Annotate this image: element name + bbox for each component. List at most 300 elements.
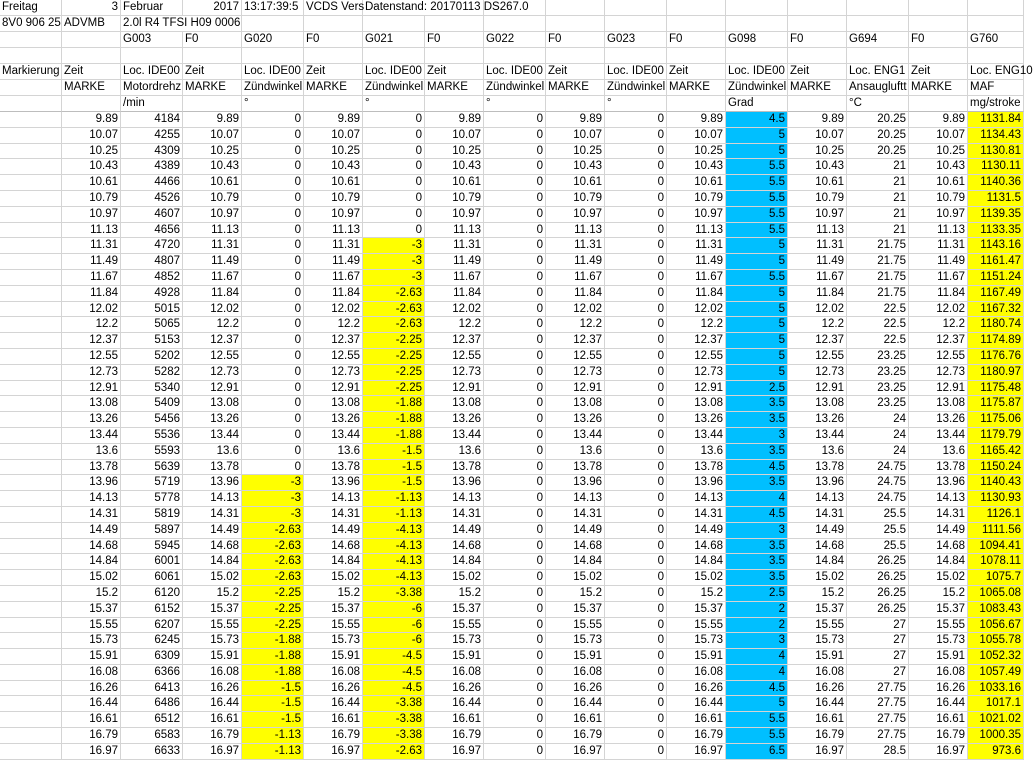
data-cell[interactable]: 12.2 — [667, 317, 726, 333]
header-cell[interactable] — [788, 16, 847, 32]
data-cell[interactable]: 13.26 — [788, 412, 847, 428]
data-cell[interactable]: 16.79 — [425, 728, 484, 744]
header-cell[interactable] — [847, 48, 909, 64]
data-cell[interactable]: -4.13 — [363, 523, 425, 539]
data-cell[interactable]: 11.67 — [304, 270, 363, 286]
data-cell[interactable]: 11.49 — [788, 254, 847, 270]
data-cell[interactable]: 13.44 — [425, 428, 484, 444]
header-cell[interactable] — [62, 32, 121, 48]
data-cell[interactable]: 0 — [242, 444, 304, 460]
data-cell[interactable]: 0 — [605, 302, 667, 318]
data-cell[interactable]: -2.63 — [242, 539, 304, 555]
data-cell[interactable]: 0 — [484, 554, 546, 570]
data-cell[interactable]: -2.25 — [363, 333, 425, 349]
data-cell[interactable]: -2.25 — [363, 381, 425, 397]
data-cell[interactable]: 0 — [242, 128, 304, 144]
data-cell[interactable]: -2.63 — [363, 317, 425, 333]
data-cell[interactable]: 14.13 — [667, 491, 726, 507]
data-cell[interactable]: 3.5 — [726, 444, 788, 460]
data-cell[interactable] — [0, 460, 62, 476]
data-cell[interactable]: 15.91 — [62, 649, 121, 665]
data-cell[interactable]: 16.79 — [909, 728, 968, 744]
data-cell[interactable]: 3 — [726, 428, 788, 444]
data-cell[interactable]: 5719 — [121, 475, 183, 491]
data-cell[interactable]: 12.2 — [304, 317, 363, 333]
data-cell[interactable]: 10.61 — [62, 175, 121, 191]
header-cell[interactable] — [62, 96, 121, 112]
header-cell[interactable] — [242, 48, 304, 64]
data-cell[interactable]: 12.73 — [788, 365, 847, 381]
data-cell[interactable]: 24 — [847, 428, 909, 444]
header-cell[interactable]: mg/stroke — [968, 96, 1024, 112]
data-cell[interactable]: 16.44 — [546, 696, 605, 712]
data-cell[interactable]: 2 — [726, 602, 788, 618]
data-cell[interactable] — [0, 238, 62, 254]
header-cell[interactable] — [242, 16, 304, 32]
data-cell[interactable]: 1175.06 — [968, 412, 1024, 428]
data-cell[interactable]: 6120 — [121, 586, 183, 602]
data-cell[interactable]: 0 — [484, 144, 546, 160]
header-cell[interactable] — [0, 48, 62, 64]
data-cell[interactable]: 10.97 — [788, 207, 847, 223]
data-cell[interactable]: 14.49 — [304, 523, 363, 539]
data-cell[interactable]: 13.26 — [62, 412, 121, 428]
data-cell[interactable]: 11.49 — [909, 254, 968, 270]
data-cell[interactable]: 5.5 — [726, 728, 788, 744]
data-cell[interactable]: 21 — [847, 191, 909, 207]
data-cell[interactable]: 11.13 — [183, 223, 242, 239]
data-cell[interactable]: 0 — [484, 333, 546, 349]
data-cell[interactable]: 10.61 — [788, 175, 847, 191]
data-cell[interactable]: 12.2 — [546, 317, 605, 333]
data-cell[interactable]: 24.75 — [847, 491, 909, 507]
data-cell[interactable]: 0 — [605, 523, 667, 539]
data-cell[interactable] — [0, 475, 62, 491]
data-cell[interactable]: 1150.24 — [968, 460, 1024, 476]
data-cell[interactable]: 5.5 — [726, 207, 788, 223]
data-cell[interactable]: 10.07 — [909, 128, 968, 144]
data-cell[interactable]: 11.84 — [788, 286, 847, 302]
data-cell[interactable]: 12.02 — [62, 302, 121, 318]
data-cell[interactable]: 0 — [242, 428, 304, 444]
data-cell[interactable]: -1.88 — [363, 396, 425, 412]
data-cell[interactable]: 13.08 — [425, 396, 484, 412]
data-cell[interactable]: 15.73 — [788, 633, 847, 649]
data-cell[interactable]: 6486 — [121, 696, 183, 712]
data-cell[interactable]: 0 — [484, 175, 546, 191]
data-cell[interactable]: -3.38 — [363, 586, 425, 602]
header-cell[interactable]: Ansaugluftt — [847, 80, 909, 96]
data-cell[interactable]: 21 — [847, 207, 909, 223]
data-cell[interactable]: 14.84 — [667, 554, 726, 570]
data-cell[interactable]: 0 — [484, 507, 546, 523]
data-cell[interactable] — [0, 223, 62, 239]
data-cell[interactable]: 13.6 — [788, 444, 847, 460]
data-cell[interactable]: 12.2 — [183, 317, 242, 333]
data-cell[interactable]: 15.37 — [183, 602, 242, 618]
data-cell[interactable]: 5 — [726, 349, 788, 365]
data-cell[interactable]: 28.5 — [847, 744, 909, 760]
data-cell[interactable]: 0 — [484, 428, 546, 444]
data-cell[interactable]: 6207 — [121, 618, 183, 634]
data-cell[interactable]: 13.44 — [788, 428, 847, 444]
data-cell[interactable]: -2.25 — [363, 365, 425, 381]
header-cell[interactable]: F0 — [909, 32, 968, 48]
data-cell[interactable]: 13.08 — [546, 396, 605, 412]
data-cell[interactable]: 0 — [242, 175, 304, 191]
header-cell[interactable] — [546, 96, 605, 112]
header-cell[interactable]: Loc. IDE00 — [726, 64, 788, 80]
data-cell[interactable]: 10.79 — [304, 191, 363, 207]
data-cell[interactable]: 0 — [242, 460, 304, 476]
header-cell[interactable] — [546, 16, 605, 32]
header-cell[interactable] — [484, 0, 546, 16]
data-cell[interactable]: 1143.16 — [968, 238, 1024, 254]
data-cell[interactable]: 5153 — [121, 333, 183, 349]
data-cell[interactable]: 10.07 — [425, 128, 484, 144]
data-cell[interactable]: 12.91 — [667, 381, 726, 397]
data-cell[interactable]: 14.31 — [425, 507, 484, 523]
data-cell[interactable]: 4389 — [121, 159, 183, 175]
header-cell[interactable]: G023 — [605, 32, 667, 48]
data-cell[interactable]: 16.44 — [667, 696, 726, 712]
data-cell[interactable] — [0, 365, 62, 381]
data-cell[interactable]: 0 — [605, 618, 667, 634]
header-cell[interactable]: MARKE — [304, 80, 363, 96]
data-cell[interactable]: 13.78 — [788, 460, 847, 476]
header-cell[interactable]: Zündwinkel — [242, 80, 304, 96]
data-cell[interactable]: 1161.47 — [968, 254, 1024, 270]
data-cell[interactable]: 0 — [605, 270, 667, 286]
data-cell[interactable] — [0, 428, 62, 444]
data-cell[interactable]: 13.26 — [183, 412, 242, 428]
header-cell[interactable]: Loc. IDE00 — [605, 64, 667, 80]
data-cell[interactable]: 16.08 — [667, 665, 726, 681]
data-cell[interactable]: 5593 — [121, 444, 183, 460]
header-cell[interactable] — [667, 96, 726, 112]
data-cell[interactable]: 16.44 — [304, 696, 363, 712]
header-cell[interactable] — [605, 16, 667, 32]
data-cell[interactable]: 1056.67 — [968, 618, 1024, 634]
header-cell[interactable] — [788, 96, 847, 112]
data-cell[interactable]: 0 — [242, 191, 304, 207]
data-cell[interactable]: 13.26 — [667, 412, 726, 428]
data-cell[interactable]: 16.97 — [183, 744, 242, 760]
data-cell[interactable]: 5 — [726, 317, 788, 333]
data-cell[interactable]: -6 — [363, 618, 425, 634]
data-cell[interactable]: 15.02 — [183, 570, 242, 586]
data-cell[interactable]: 13.96 — [788, 475, 847, 491]
data-cell[interactable]: 11.84 — [183, 286, 242, 302]
data-cell[interactable] — [0, 333, 62, 349]
data-cell[interactable]: 15.73 — [304, 633, 363, 649]
data-cell[interactable] — [0, 681, 62, 697]
data-cell[interactable]: 2 — [726, 618, 788, 634]
data-cell[interactable]: 0 — [242, 270, 304, 286]
data-cell[interactable]: 0 — [484, 286, 546, 302]
header-cell[interactable] — [667, 0, 726, 16]
data-cell[interactable]: -3 — [242, 507, 304, 523]
data-cell[interactable]: -2.63 — [242, 554, 304, 570]
data-cell[interactable]: 24.75 — [847, 460, 909, 476]
data-cell[interactable]: 5456 — [121, 412, 183, 428]
data-cell[interactable]: 11.49 — [546, 254, 605, 270]
header-cell[interactable]: Markierung — [0, 64, 62, 80]
data-cell[interactable]: 0 — [363, 175, 425, 191]
data-cell[interactable]: 10.79 — [788, 191, 847, 207]
data-cell[interactable]: 11.31 — [546, 238, 605, 254]
data-cell[interactable]: 16.26 — [788, 681, 847, 697]
data-cell[interactable]: 10.97 — [909, 207, 968, 223]
data-cell[interactable]: 13.6 — [425, 444, 484, 460]
data-cell[interactable]: 13.44 — [183, 428, 242, 444]
data-cell[interactable]: 1175.48 — [968, 381, 1024, 397]
data-cell[interactable]: 10.97 — [546, 207, 605, 223]
data-cell[interactable]: 11.31 — [183, 238, 242, 254]
data-cell[interactable]: 5 — [726, 144, 788, 160]
data-cell[interactable]: 11.49 — [183, 254, 242, 270]
data-cell[interactable]: 0 — [484, 396, 546, 412]
data-cell[interactable]: 15.91 — [304, 649, 363, 665]
data-cell[interactable]: 5.5 — [726, 175, 788, 191]
data-cell[interactable]: 6512 — [121, 712, 183, 728]
header-cell[interactable]: G020 — [242, 32, 304, 48]
data-cell[interactable]: 12.2 — [425, 317, 484, 333]
data-cell[interactable]: 14.31 — [546, 507, 605, 523]
data-cell[interactable]: 0 — [605, 159, 667, 175]
data-cell[interactable]: 0 — [484, 665, 546, 681]
data-cell[interactable]: 6413 — [121, 681, 183, 697]
header-cell[interactable]: 2017 — [183, 0, 242, 16]
data-cell[interactable]: 13.6 — [62, 444, 121, 460]
data-cell[interactable]: 1111.56 — [968, 523, 1024, 539]
data-cell[interactable]: 16.61 — [788, 712, 847, 728]
data-cell[interactable]: 27 — [847, 633, 909, 649]
data-cell[interactable]: 0 — [605, 681, 667, 697]
data-cell[interactable]: 0 — [242, 349, 304, 365]
data-cell[interactable]: 14.13 — [304, 491, 363, 507]
data-cell[interactable]: 0 — [484, 365, 546, 381]
data-cell[interactable]: 14.13 — [788, 491, 847, 507]
data-cell[interactable]: 14.68 — [304, 539, 363, 555]
data-cell[interactable]: 26.25 — [847, 586, 909, 602]
data-cell[interactable]: 0 — [484, 223, 546, 239]
data-cell[interactable]: 0 — [484, 728, 546, 744]
header-cell[interactable]: G003 — [121, 32, 183, 48]
header-cell[interactable] — [425, 96, 484, 112]
data-cell[interactable]: 12.02 — [425, 302, 484, 318]
data-cell[interactable]: 26.25 — [847, 602, 909, 618]
data-cell[interactable]: 16.97 — [546, 744, 605, 760]
data-cell[interactable]: 14.13 — [425, 491, 484, 507]
data-cell[interactable]: 14.49 — [788, 523, 847, 539]
data-cell[interactable] — [0, 381, 62, 397]
data-cell[interactable]: 4255 — [121, 128, 183, 144]
data-cell[interactable]: 5 — [726, 286, 788, 302]
data-cell[interactable]: 12.2 — [788, 317, 847, 333]
data-cell[interactable]: 0 — [605, 633, 667, 649]
header-cell[interactable] — [909, 48, 968, 64]
data-cell[interactable]: 0 — [605, 381, 667, 397]
data-cell[interactable]: 23.25 — [847, 349, 909, 365]
data-cell[interactable]: 16.79 — [62, 728, 121, 744]
data-cell[interactable]: 0 — [242, 238, 304, 254]
data-cell[interactable]: 1055.78 — [968, 633, 1024, 649]
data-cell[interactable] — [0, 396, 62, 412]
header-cell[interactable]: 2.0l R4 TFSI H09 0006 — [121, 16, 183, 32]
data-cell[interactable]: 12.55 — [546, 349, 605, 365]
data-cell[interactable]: 16.61 — [667, 712, 726, 728]
header-cell[interactable]: ADVMB — [62, 16, 121, 32]
data-cell[interactable]: 16.79 — [546, 728, 605, 744]
data-cell[interactable]: 16.97 — [425, 744, 484, 760]
data-cell[interactable]: 12.55 — [304, 349, 363, 365]
data-cell[interactable]: 14.49 — [909, 523, 968, 539]
data-cell[interactable]: 5897 — [121, 523, 183, 539]
data-cell[interactable]: 21.75 — [847, 238, 909, 254]
data-cell[interactable]: 25.5 — [847, 523, 909, 539]
data-cell[interactable]: 1094.41 — [968, 539, 1024, 555]
data-cell[interactable]: 10.07 — [788, 128, 847, 144]
header-cell[interactable] — [546, 48, 605, 64]
data-cell[interactable]: 4656 — [121, 223, 183, 239]
data-cell[interactable]: 0 — [605, 586, 667, 602]
data-cell[interactable]: 0 — [605, 175, 667, 191]
data-cell[interactable]: 0 — [484, 539, 546, 555]
data-cell[interactable]: 16.08 — [909, 665, 968, 681]
data-cell[interactable]: 27 — [847, 618, 909, 634]
data-cell[interactable]: 13.6 — [909, 444, 968, 460]
data-cell[interactable]: 0 — [605, 128, 667, 144]
data-cell[interactable]: 20.25 — [847, 144, 909, 160]
header-cell[interactable]: F0 — [546, 32, 605, 48]
data-cell[interactable]: 9.89 — [667, 112, 726, 128]
data-cell[interactable]: 4 — [726, 649, 788, 665]
data-cell[interactable]: 0 — [484, 381, 546, 397]
data-cell[interactable]: 0 — [484, 238, 546, 254]
data-cell[interactable]: 5015 — [121, 302, 183, 318]
data-cell[interactable]: 13.78 — [183, 460, 242, 476]
data-cell[interactable]: 0 — [605, 570, 667, 586]
data-cell[interactable]: -1.88 — [242, 633, 304, 649]
data-cell[interactable]: 0 — [363, 144, 425, 160]
data-cell[interactable]: 0 — [605, 649, 667, 665]
data-cell[interactable]: 12.91 — [425, 381, 484, 397]
data-cell[interactable]: 16.97 — [62, 744, 121, 760]
data-cell[interactable]: 5 — [726, 365, 788, 381]
data-cell[interactable]: 21 — [847, 223, 909, 239]
data-cell[interactable]: 10.43 — [183, 159, 242, 175]
data-cell[interactable]: -2.25 — [242, 618, 304, 634]
data-cell[interactable]: 9.89 — [304, 112, 363, 128]
header-cell[interactable]: Zeit — [667, 64, 726, 80]
data-cell[interactable]: 16.26 — [304, 681, 363, 697]
data-cell[interactable]: 0 — [484, 681, 546, 697]
data-cell[interactable]: 1078.11 — [968, 554, 1024, 570]
data-cell[interactable]: 16.97 — [304, 744, 363, 760]
data-cell[interactable]: 15.91 — [425, 649, 484, 665]
data-cell[interactable]: 15.55 — [667, 618, 726, 634]
data-cell[interactable]: 13.08 — [667, 396, 726, 412]
data-cell[interactable]: 13.44 — [546, 428, 605, 444]
data-cell[interactable]: 4184 — [121, 112, 183, 128]
data-cell[interactable]: 14.84 — [183, 554, 242, 570]
data-cell[interactable]: 1130.11 — [968, 159, 1024, 175]
data-cell[interactable]: 0 — [363, 191, 425, 207]
data-cell[interactable]: 0 — [605, 412, 667, 428]
header-cell[interactable]: 13:17:39:5 — [242, 0, 304, 16]
header-cell[interactable]: 8V0 906 25 — [0, 16, 62, 32]
data-cell[interactable]: 0 — [242, 381, 304, 397]
data-cell[interactable]: 16.61 — [304, 712, 363, 728]
data-cell[interactable]: 15.2 — [788, 586, 847, 602]
data-cell[interactable]: 10.79 — [667, 191, 726, 207]
header-cell[interactable]: Zeit — [62, 64, 121, 80]
data-cell[interactable]: -4.13 — [363, 539, 425, 555]
data-cell[interactable]: 0 — [605, 475, 667, 491]
data-cell[interactable]: 10.61 — [425, 175, 484, 191]
data-cell[interactable]: 4 — [726, 665, 788, 681]
data-cell[interactable]: 15.2 — [62, 586, 121, 602]
data-cell[interactable]: 23.25 — [847, 396, 909, 412]
header-cell[interactable] — [363, 16, 425, 32]
data-cell[interactable]: 11.49 — [304, 254, 363, 270]
data-cell[interactable]: -1.13 — [363, 491, 425, 507]
data-cell[interactable]: 0 — [484, 602, 546, 618]
data-cell[interactable]: 10.79 — [183, 191, 242, 207]
data-cell[interactable]: 4309 — [121, 144, 183, 160]
data-cell[interactable]: 5.5 — [726, 712, 788, 728]
data-cell[interactable]: 5.5 — [726, 191, 788, 207]
data-cell[interactable]: 9.89 — [62, 112, 121, 128]
header-cell[interactable]: VCDS Vers — [304, 0, 363, 16]
header-cell[interactable]: Zeit — [546, 64, 605, 80]
data-cell[interactable]: 0 — [242, 302, 304, 318]
data-cell[interactable]: 15.91 — [667, 649, 726, 665]
header-cell[interactable] — [968, 16, 1024, 32]
data-cell[interactable] — [0, 128, 62, 144]
header-cell[interactable]: G022 — [484, 32, 546, 48]
data-cell[interactable]: 0 — [605, 728, 667, 744]
data-cell[interactable]: 16.08 — [304, 665, 363, 681]
data-cell[interactable]: 15.02 — [546, 570, 605, 586]
data-cell[interactable]: 4852 — [121, 270, 183, 286]
data-cell[interactable]: 5945 — [121, 539, 183, 555]
data-cell[interactable]: 11.13 — [304, 223, 363, 239]
data-cell[interactable]: 14.31 — [667, 507, 726, 523]
data-cell[interactable]: 1180.97 — [968, 365, 1024, 381]
data-cell[interactable]: 1139.35 — [968, 207, 1024, 223]
data-cell[interactable]: 5 — [726, 128, 788, 144]
data-cell[interactable]: 20.25 — [847, 128, 909, 144]
data-cell[interactable]: -3 — [363, 254, 425, 270]
header-cell[interactable] — [363, 48, 425, 64]
data-cell[interactable]: 0 — [605, 333, 667, 349]
data-cell[interactable]: 13.78 — [425, 460, 484, 476]
data-cell[interactable]: 0 — [484, 491, 546, 507]
data-cell[interactable]: 10.43 — [546, 159, 605, 175]
header-cell[interactable]: Loc. ENG1 — [847, 64, 909, 80]
data-cell[interactable]: 14.49 — [62, 523, 121, 539]
data-cell[interactable]: 10.79 — [546, 191, 605, 207]
data-cell[interactable]: 0 — [484, 191, 546, 207]
data-cell[interactable]: 10.43 — [667, 159, 726, 175]
data-cell[interactable]: 13.44 — [667, 428, 726, 444]
data-cell[interactable]: 0 — [242, 254, 304, 270]
data-cell[interactable]: 0 — [605, 491, 667, 507]
data-cell[interactable]: 1052.32 — [968, 649, 1024, 665]
header-cell[interactable]: MAF — [968, 80, 1024, 96]
